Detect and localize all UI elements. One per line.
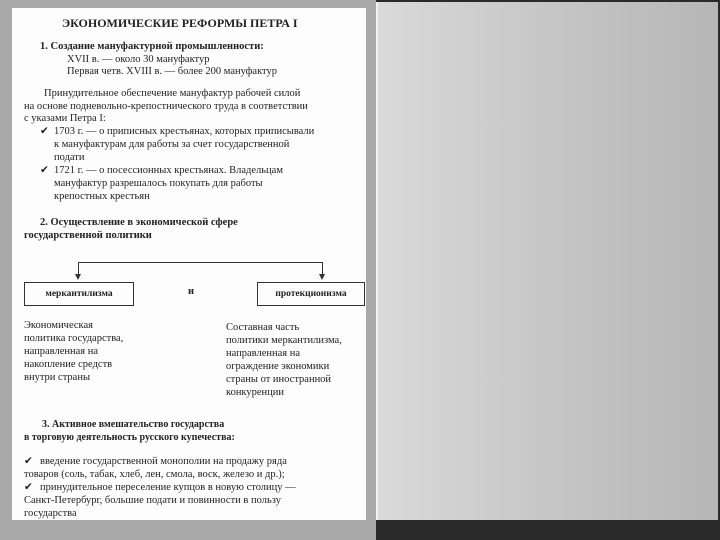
check-icon: ✔: [40, 165, 49, 176]
slide-right-panel: [376, 2, 718, 520]
section3-heading: 3. Активное вмешательство государства: [42, 419, 225, 430]
right-desc-line: Составная часть: [226, 322, 300, 333]
section1-line: Первая четв. XVIII в. — более 200 мануфактур: [67, 66, 278, 77]
right-desc-line: ограждение экономики: [226, 361, 330, 372]
protectionism-box: протекционизма: [257, 282, 365, 306]
check-icon: ✔: [24, 456, 33, 467]
scanned-document: [12, 8, 366, 520]
left-desc-line: политика государства,: [24, 333, 124, 344]
connector-line: [78, 262, 79, 274]
mercantilism-box: меркантилизма: [24, 282, 134, 306]
section2-heading: государственной политики: [24, 230, 152, 241]
left-desc-line: внутри страны: [24, 372, 90, 383]
forced-line: Принудительное обеспечение мануфактур рабочей силой: [44, 88, 301, 99]
decree-line: 1703 г. — о приписных крестьянах, которых приписывали: [54, 126, 315, 137]
measure-line: принудительное переселение купцов в новую столицу —: [40, 482, 296, 493]
right-desc-line: страны от иностранной: [226, 374, 332, 385]
arrow-down-icon: [319, 274, 325, 280]
measure-line: государства: [24, 508, 77, 519]
check-icon: ✔: [40, 126, 49, 137]
measure-line: товаров (соль, табак, хлеб, лен, смола, воск, железо и др.);: [24, 469, 285, 480]
decree-line: крепостных крестьян: [54, 191, 150, 202]
decree-line: мануфактур разрешалось покупать для работы: [54, 178, 263, 189]
connector-word: и: [188, 286, 195, 297]
check-icon: ✔: [24, 482, 33, 493]
connector-line: [322, 262, 323, 274]
forced-line: на основе подневольно-крепостнического труда в соответствии: [24, 101, 308, 112]
measure-line: введение государственной монополии на продажу ряда: [40, 456, 287, 467]
section3-heading: в торговую деятельность русского купечества:: [24, 432, 235, 443]
section2-heading: 2. Осуществление в экономической сфере: [40, 217, 238, 228]
decree-line: 1721 г. — о посессионных крестьянах. Владельцам: [54, 165, 283, 176]
left-desc-line: направленная на: [24, 346, 99, 357]
left-desc-line: накопление средств: [24, 359, 113, 370]
right-desc-line: направленная на: [226, 348, 301, 359]
left-desc-line: Экономическая: [24, 320, 93, 331]
decree-line: подати: [54, 152, 85, 163]
connector-line: [78, 262, 322, 263]
right-desc-line: политики меркантилизма,: [226, 335, 342, 346]
right-desc-line: конкуренции: [226, 387, 285, 398]
document-title: ЭКОНОМИЧЕСКИЕ РЕФОРМЫ ПЕТРА I: [62, 16, 298, 30]
section1-line: XVII в. — около 30 мануфактур: [67, 54, 210, 65]
decree-line: к мануфактурам для работы за счет государственной: [54, 139, 290, 150]
section1-heading: 1. Создание мануфактурной промышленности:: [40, 41, 264, 52]
measure-line: Санкт-Петербург, большие подати и повинности в пользу: [24, 495, 281, 506]
arrow-down-icon: [75, 274, 81, 280]
forced-line: с указами Петра I:: [24, 113, 106, 124]
